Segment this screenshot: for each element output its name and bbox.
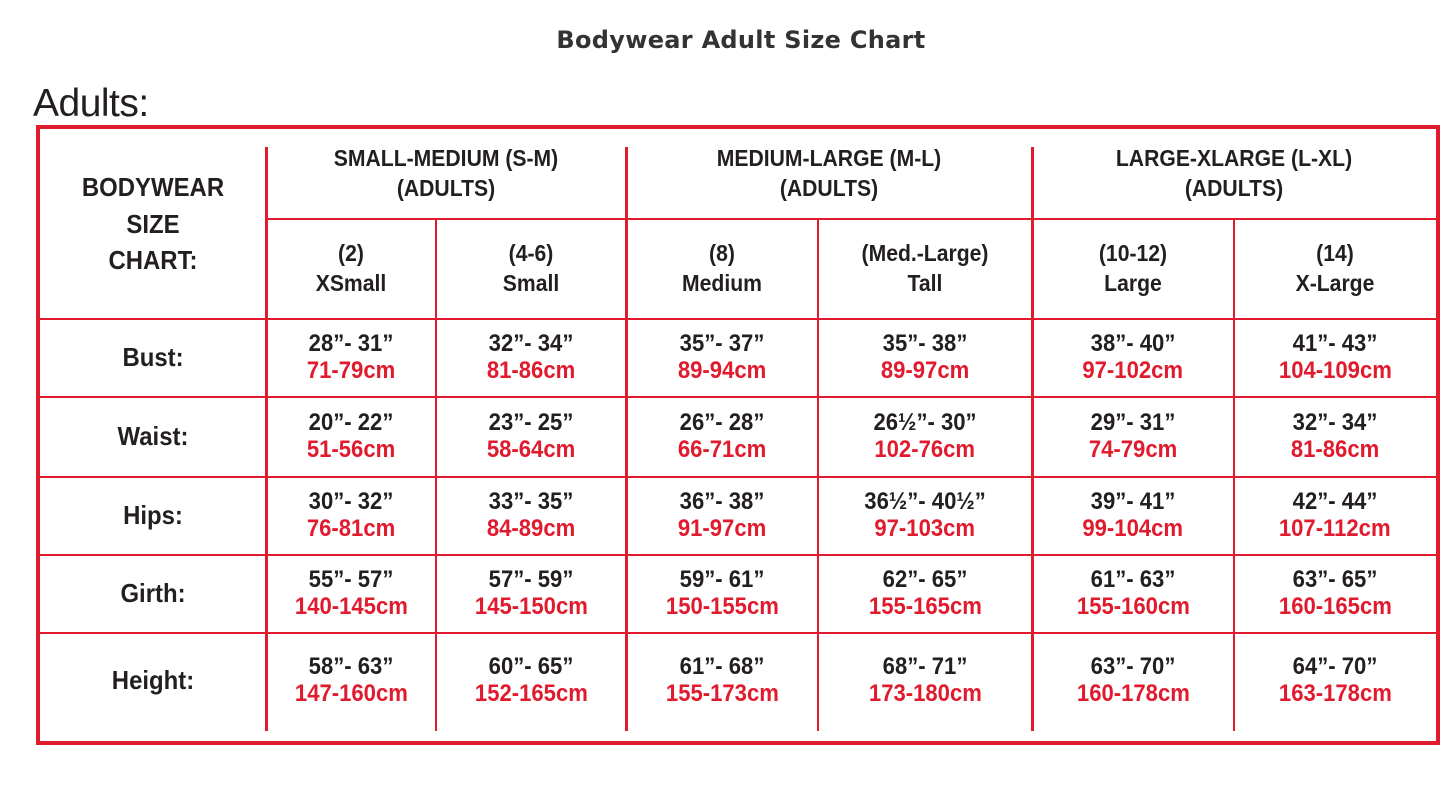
measurement-inches: 42”- 44” bbox=[1292, 488, 1378, 516]
measurement-cm: 160-165cm bbox=[1278, 593, 1392, 620]
size-group-header bbox=[642, 129, 1016, 219]
size-column-header bbox=[827, 219, 1024, 319]
measurement-cm: 102-76cm bbox=[874, 436, 976, 463]
measurement-cm: 89-97cm bbox=[880, 357, 970, 384]
measurement-cell bbox=[436, 633, 626, 729]
measurement-cell bbox=[1032, 633, 1234, 729]
measurement-cell bbox=[818, 319, 1032, 397]
measurement-cm: 140-145cm bbox=[294, 593, 408, 620]
measurement-inches: 36½”- 40½” bbox=[864, 488, 986, 516]
row-label: Waist: bbox=[117, 421, 189, 452]
size-column-code: (8) bbox=[709, 240, 735, 267]
size-group-sub: (ADULTS) bbox=[779, 175, 879, 201]
measurement-cm: 99-104cm bbox=[1082, 515, 1184, 542]
measurement-cm: 163-178cm bbox=[1278, 680, 1392, 707]
measurement-cm: 71-79cm bbox=[306, 357, 396, 384]
measurement-cm: 97-102cm bbox=[1082, 357, 1184, 384]
row-divider bbox=[40, 554, 1436, 556]
measurement-cell bbox=[436, 397, 626, 477]
size-column-name: Large bbox=[1104, 270, 1162, 296]
row-divider bbox=[40, 396, 1436, 398]
corner-label-line: CHART: bbox=[108, 245, 198, 276]
measurement-cell bbox=[1234, 319, 1436, 397]
measurement-cm: 81-86cm bbox=[1290, 436, 1380, 463]
measurement-inches: 26”- 28” bbox=[679, 409, 765, 437]
measurement-cell bbox=[1032, 555, 1234, 633]
measurement-cell bbox=[1032, 319, 1234, 397]
row-label: Height: bbox=[111, 665, 195, 696]
size-group-sub: (ADULTS) bbox=[396, 175, 496, 201]
measurement-inches: 61”- 63” bbox=[1090, 566, 1176, 594]
row-label: Bust: bbox=[122, 342, 184, 373]
size-column-name: XSmall bbox=[315, 270, 387, 296]
measurement-inches: 32”- 34” bbox=[1292, 409, 1378, 437]
measurement-cell bbox=[818, 397, 1032, 477]
column-divider bbox=[817, 219, 819, 731]
size-chart-table bbox=[36, 125, 1440, 745]
measurement-inches: 59”- 61” bbox=[679, 566, 765, 594]
measurement-inches: 55”- 57” bbox=[308, 566, 394, 594]
group-divider bbox=[265, 147, 268, 731]
measurement-inches: 63”- 65” bbox=[1292, 566, 1378, 594]
corner-label bbox=[49, 129, 257, 319]
measurement-cm: 155-160cm bbox=[1076, 593, 1190, 620]
section-heading: Adults: bbox=[33, 82, 149, 125]
size-column-header bbox=[1242, 219, 1428, 319]
size-column-header bbox=[634, 219, 811, 319]
measurement-inches: 57”- 59” bbox=[488, 566, 574, 594]
measurement-inches: 64”- 70” bbox=[1292, 653, 1378, 681]
measurement-cell bbox=[1032, 477, 1234, 555]
size-column-code: (14) bbox=[1316, 240, 1354, 267]
size-group-header bbox=[1048, 129, 1420, 219]
size-group-name: MEDIUM-LARGE (M-L) bbox=[716, 145, 942, 172]
measurement-cm: 74-79cm bbox=[1088, 436, 1178, 463]
row-divider bbox=[40, 632, 1436, 634]
size-column-name: Medium bbox=[682, 270, 762, 296]
measurement-cell bbox=[1234, 633, 1436, 729]
size-column-name: X-Large bbox=[1295, 270, 1375, 296]
measurement-inches: 63”- 70” bbox=[1090, 653, 1176, 681]
measurement-cell bbox=[266, 319, 436, 397]
size-column-name: Small bbox=[502, 270, 560, 296]
row-divider bbox=[40, 318, 1436, 320]
page-title: Bodywear Adult Size Chart bbox=[556, 26, 926, 54]
column-divider bbox=[1233, 219, 1235, 731]
measurement-inches: 68”- 71” bbox=[882, 653, 968, 681]
size-column-header bbox=[273, 219, 429, 319]
measurement-inches: 20”- 22” bbox=[308, 409, 394, 437]
measurement-inches: 26½”- 30” bbox=[873, 409, 977, 437]
measurement-cm: 150-155cm bbox=[665, 593, 779, 620]
group-header-divider bbox=[266, 218, 1436, 220]
measurement-cell bbox=[1234, 397, 1436, 477]
measurement-inches: 32”- 34” bbox=[488, 330, 574, 358]
group-divider bbox=[1031, 147, 1034, 731]
size-group-sub: (ADULTS) bbox=[1184, 175, 1284, 201]
measurement-cell bbox=[818, 555, 1032, 633]
measurement-cm: 145-150cm bbox=[474, 593, 588, 620]
measurement-cm: 155-165cm bbox=[868, 593, 982, 620]
measurement-cell bbox=[436, 477, 626, 555]
measurement-cm: 66-71cm bbox=[677, 436, 767, 463]
measurement-cm: 147-160cm bbox=[294, 680, 408, 707]
size-column-header bbox=[444, 219, 619, 319]
measurement-cm: 152-165cm bbox=[474, 680, 588, 707]
measurement-cell bbox=[1234, 555, 1436, 633]
measurement-cm: 81-86cm bbox=[486, 357, 576, 384]
measurement-cm: 107-112cm bbox=[1279, 515, 1391, 542]
row-label: Hips: bbox=[123, 500, 183, 531]
measurement-cell bbox=[1032, 397, 1234, 477]
measurement-inches: 58”- 63” bbox=[308, 653, 394, 681]
measurement-inches: 35”- 38” bbox=[882, 330, 968, 358]
corner-label-line: SIZE bbox=[126, 208, 180, 239]
measurement-cell bbox=[436, 319, 626, 397]
measurement-cell bbox=[626, 633, 818, 729]
measurement-cm: 173-180cm bbox=[868, 680, 982, 707]
measurement-cell bbox=[626, 319, 818, 397]
measurement-cm: 104-109cm bbox=[1278, 357, 1392, 384]
measurement-inches: 36”- 38” bbox=[679, 488, 765, 516]
measurement-inches: 35”- 37” bbox=[679, 330, 765, 358]
column-divider bbox=[435, 219, 437, 731]
measurement-cell bbox=[266, 555, 436, 633]
measurement-cell bbox=[626, 555, 818, 633]
measurement-cell bbox=[266, 477, 436, 555]
measurement-cm: 76-81cm bbox=[306, 515, 396, 542]
measurement-inches: 38”- 40” bbox=[1090, 330, 1176, 358]
measurement-inches: 41”- 43” bbox=[1292, 330, 1378, 358]
measurement-cm: 91-97cm bbox=[677, 515, 767, 542]
measurement-inches: 30”- 32” bbox=[308, 488, 394, 516]
measurement-inches: 60”- 65” bbox=[488, 653, 574, 681]
measurement-inches: 29”- 31” bbox=[1090, 409, 1176, 437]
measurement-cm: 155-173cm bbox=[665, 680, 779, 707]
measurement-inches: 61”- 68” bbox=[679, 653, 765, 681]
size-column-code: (Med.-Large) bbox=[861, 240, 989, 267]
measurement-inches: 39”- 41” bbox=[1090, 488, 1176, 516]
row-divider bbox=[40, 476, 1436, 478]
corner-label-line: BODYWEAR bbox=[81, 172, 225, 203]
measurement-cm: 160-178cm bbox=[1076, 680, 1190, 707]
size-group-name: SMALL-MEDIUM (S-M) bbox=[333, 145, 559, 172]
measurement-inches: 23”- 25” bbox=[488, 409, 574, 437]
measurement-cell bbox=[626, 477, 818, 555]
measurement-cell bbox=[818, 477, 1032, 555]
measurement-cell bbox=[1234, 477, 1436, 555]
row-label: Girth: bbox=[120, 578, 186, 609]
size-column-name: Tall bbox=[907, 270, 943, 296]
measurement-cm: 58-64cm bbox=[486, 436, 576, 463]
measurement-cell bbox=[436, 555, 626, 633]
measurement-cm: 89-94cm bbox=[677, 357, 767, 384]
size-column-header bbox=[1040, 219, 1226, 319]
measurement-cell bbox=[266, 397, 436, 477]
measurement-inches: 33”- 35” bbox=[488, 488, 574, 516]
size-column-code: (10-12) bbox=[1098, 240, 1168, 267]
measurement-inches: 62”- 65” bbox=[882, 566, 968, 594]
measurement-cm: 51-56cm bbox=[306, 436, 396, 463]
size-group-name: LARGE-XLARGE (L-XL) bbox=[1115, 145, 1353, 172]
size-column-code: (2) bbox=[338, 240, 364, 267]
measurement-cell bbox=[818, 633, 1032, 729]
measurement-cm: 84-89cm bbox=[486, 515, 576, 542]
group-divider bbox=[625, 147, 628, 731]
size-column-code: (4-6) bbox=[508, 240, 554, 267]
measurement-cell bbox=[266, 633, 436, 729]
size-group-header bbox=[280, 129, 611, 219]
measurement-inches: 28”- 31” bbox=[308, 330, 394, 358]
measurement-cell bbox=[626, 397, 818, 477]
measurement-cm: 97-103cm bbox=[874, 515, 976, 542]
